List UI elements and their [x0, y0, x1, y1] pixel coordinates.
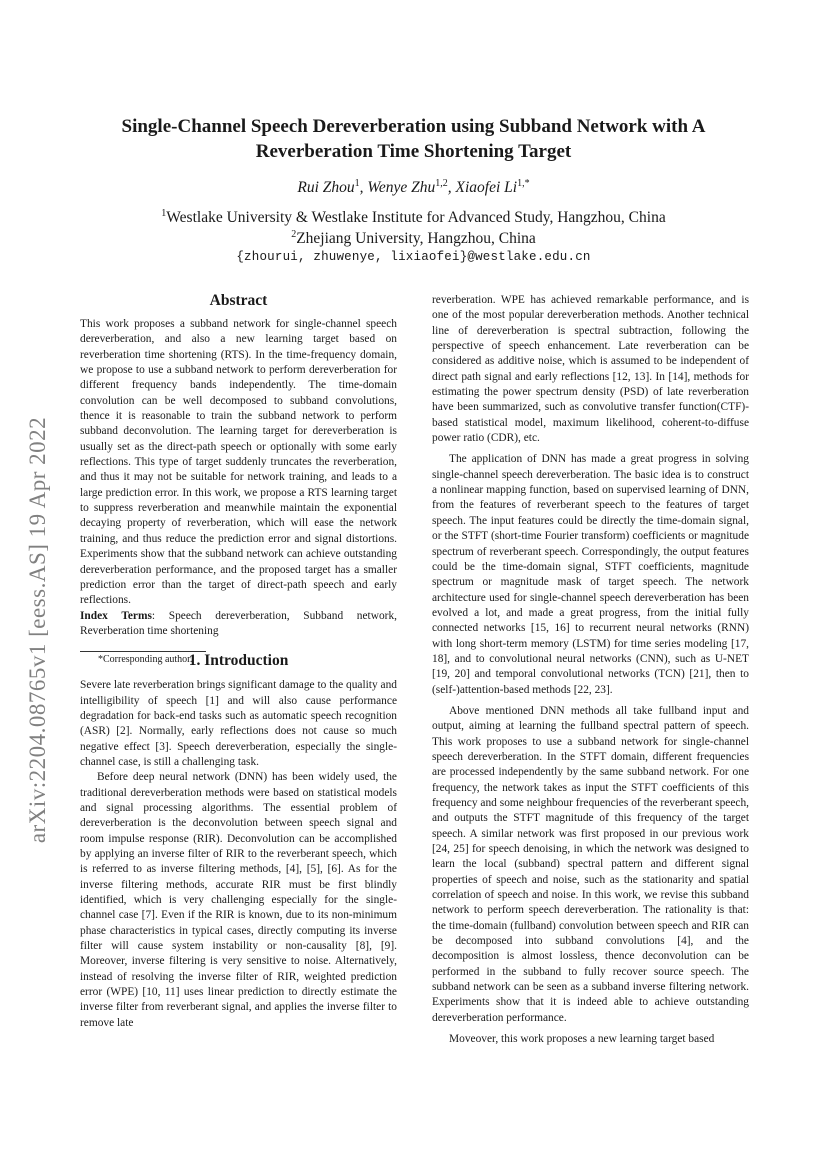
footnote-rule	[80, 651, 206, 652]
author-affil-sup: 1,2	[435, 178, 448, 189]
index-terms-text: : Speech dereverberation, Subband network, Reverberation time shortening	[80, 609, 397, 637]
index-terms-label: Index Terms	[80, 609, 152, 622]
abstract-text: This work proposes a subband network for single-channel speech dereverberation, and also a new learning target based on reverberation time shortening (RTS). In the time-frequency domain, we propose to use a subband network to perform dereverberation for different frequency bands independently. The time-domain convolution can be well decomposed to subband convolutions, thence it is reasonable to train the subband network to perform subband deconvolution. The learning target for dereverberation is usually set as the direct-path speech or optionally with some early reflections. This type of target suddenly truncates the reverberation, and thus it may not be suitable for network training, and leads to a large prediction error. In this work, we propose a RTS learning target to suppress reverberation and meanwhile maintain the exponential decaying property of reverberation, which will ease the network training, and thus reduce the prediction error and signal distortions. Experiments show that the subband network can achieve outstanding dereverberation performance, and the proposed target has a smaller prediction error than the target of direct-path speech and early reflections.	[80, 318, 397, 607]
right-column	[432, 293, 749, 1048]
footnote: *Corresponding author.	[98, 654, 193, 665]
intro-paragraph: Above mentioned DNN methods all take fullband input and output, aiming at learning the fullband spectral pattern of speech. This work proposes to use a subband network for single-channel speech dereverberation. In the STFT domain, different frequencies are processed independently by the same subband network. For one frequency, the network takes as input the STFT coefficients of this frequency and some neighbour frequencies of the reverberant speech, and outputs the STFT magnitude of this frequency of the target speech. A similar network was first proposed in our previous work [24, 25] for speech denoising, in which the network was designed to learn the local (subband) spectral pattern and different signal properties of speech and noise, such as the stationarity and spatial correlation of speech and noise. In this work, we revise this subband network to perform speech dereverberation. The rationality is that: the time-domain (fullband) convolution between speech and RIR can be decomposed into subband convolutions [4], and the decomposition is almost lossless, thence deconvolution can be performed in the subband to fully recover source speech. The subband network can be seen as a subband inverse filtering network. Experiments show that it is indeed able to achieve outstanding dereverberation performance.	[432, 704, 749, 1024]
author-name: Rui Zhou	[297, 179, 355, 197]
author-name: Xiaofei Li	[455, 179, 518, 197]
affiliation-sup: 1	[161, 208, 167, 219]
affiliation-1	[0, 208, 827, 227]
affiliation-sup: 2	[291, 229, 297, 240]
author-name: Wenye Zhu	[367, 179, 436, 197]
email-addresses: {zhourui, zhuwenye, lixiaofei}@westlake.edu.cn	[236, 250, 591, 264]
affiliation-2	[0, 229, 827, 248]
intro-paragraph: Before deep neural network (DNN) has been widely used, the traditional dereverberation methods were based on statistical models and signal processing algorithms. The essential problem of dereverberation is the deconvolution between speech signal and room impulse response (RIR). Deconvolution can be accomplished by applying an inverse filter of RIR to the reverberant speech, which is referred to as inverse filtering methods, [4], [5], [6]. As for the inverse filtering methods, accurate RIR must be first blindly identified, which is very challenging especially for the single-channel case [7]. Even if the RIR is known, due to its non-minimum phase characteristics in typical cases, directly computing its inverse filter will cause system instability or non-causality [8], [9]. Moreover, inverse filtering is very sensitive to noise. Alternatively, instead of resolving the inverse filter of RIR, weighted prediction error (WPE) [10, 11] uses linear prediction to directly estimate the inverse filter from reverberant signal, and applies the inverse filter to remove late	[80, 771, 397, 1029]
arxiv-id: arXiv:2204.08765v1 [eess.AS] 19 Apr 2022	[25, 416, 50, 844]
intro-paragraph: Moveover, this work proposes a new learning target based	[449, 1033, 715, 1046]
paper-title: Single-Channel Speech Dereverberation using Subband Network with A Reverberation Time Shortening Target	[121, 116, 706, 162]
author-affil-sup: 1,*	[517, 178, 530, 189]
intro-paragraph: Severe late reverberation brings significant damage to the quality and intelligibility of speech [1] and will also cause performance degradation for back-end tasks such as automatic speech recognition (ASR) [2]. Normally, early reflections does not cause so much negative effect [3]. Speech dereverberation, especially the single-channel case, is still a challenging task.	[80, 679, 397, 768]
index-terms	[80, 609, 397, 640]
abstract-heading: Abstract	[209, 292, 268, 309]
affiliation-text: Westlake University & Westlake Institute for Advanced Study, Hangzhou, China	[166, 209, 666, 227]
author-affil-sup: 1	[354, 178, 360, 189]
intro-paragraph: The application of DNN has made a great progress in solving single-channel speech dereverberation. The basic idea is to construct a nonlinear mapping function, based on supervised learning of DNN, from the features of reverberant speech to the features of target speech. The input features could be directly the time-domain signal, or the STFT (short-time Fourier transform) coefficients or magnitude spectrum of reverberant speech. Correspondingly, the output features could be the time-domain signal, STFT coefficients, magnitude spectrum or magnitude mask of target speech. The network architecture used for single-channel speech dereverberation has been evolved a lot, and made a great progress, from the initial fully connected networks [15, 16] to recurrent neural networks (RNN) with long short-term memory (LSTM) for time series modeling [17, 18], and to convolutional neural networks (CNN), such as U-NET [19, 20] and temporal convolutional networks (TCN) [21], then to (self-)attention-based methods [22, 23].	[432, 453, 749, 696]
affiliation-text: Zhejiang University, Hangzhou, China	[296, 230, 536, 248]
arxiv-stamp	[24, 350, 52, 910]
intro-paragraph: reverberation. WPE has achieved remarkable performance, and is one of the most popular dereverberation methods. Another technical line of dereverberation is spectral subtraction, following the perspective of speech enhancement. Late reverberation can be considered as additive noise, which is assumed to be independent of direct path signal and early reflections [12, 13]. In [14], methods for estimating the power spectrum density (PSD) of late reverberation have been summarized, such as convolutive transfer function(CTF)-based statistical model, maximum likelihood, coherent-to-diffuse power ratio (CDR), etc.	[432, 294, 749, 445]
author-list: Rui Zhou$^1$, Wenye Zhu$^{1,2}$, Xiaofei $Li^{1,*}$	[297, 178, 530, 197]
section-heading: 1. Introduction	[188, 652, 289, 670]
